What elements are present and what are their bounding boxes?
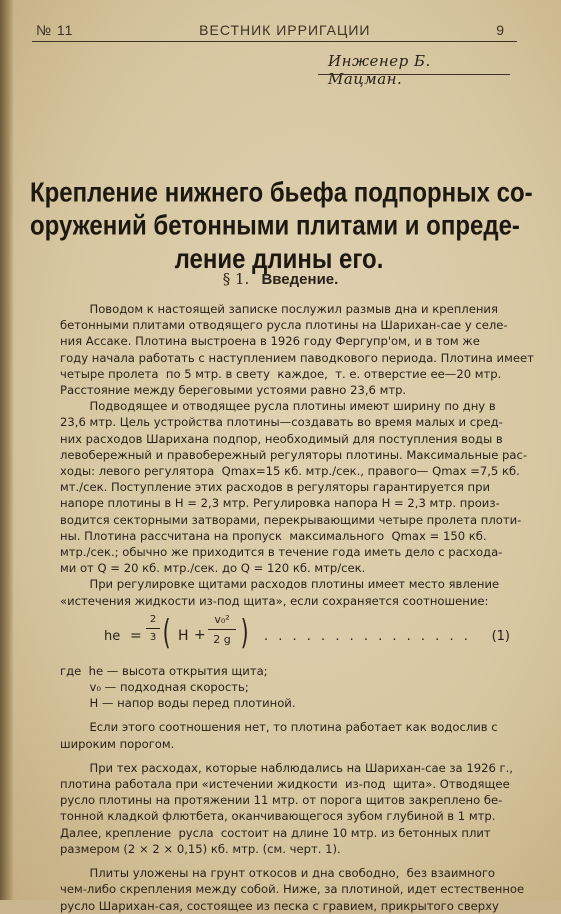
text-line: размером (2 × 2 × 0,15) кб. мтр. (см. черт. 1).	[60, 841, 341, 856]
paragraph	[60, 865, 525, 914]
text-line: русло плотины на протяжении 11 мтр. от порога щитов закреплено бе-	[60, 793, 503, 808]
journal-name: ВЕСТНИК ИРРИГАЦИИ	[199, 22, 371, 38]
text-line: плотина работала при «истечении жидкости из-под щита». Отводящее	[60, 777, 510, 792]
paragraph	[60, 576, 510, 608]
author-underline	[318, 74, 510, 75]
text-line: Поводом к настоящей записке послужил размыв дна и крепления	[60, 302, 498, 316]
spacer	[60, 857, 510, 865]
article-body	[60, 301, 534, 914]
text-line: Плиты уложены на грунт откосов и дна свободно, без взаимного	[60, 866, 495, 881]
spacer	[60, 711, 510, 719]
paragraph	[60, 760, 513, 857]
text-line: При тех расходах, которые наблюдались на Шарихан-сае за 1926 г.,	[60, 760, 513, 775]
text-line: широким порогом.	[60, 736, 175, 751]
formula-leader-dots: . . . . . . . . . . . . . . .	[264, 628, 471, 644]
text-line: тонной кладкой флютбета, оканчивающегося зубом глубиной в 1 мтр.	[60, 809, 496, 824]
text-line: ны. Плотина рассчитана на пропуск максимального Qmax = 150 кб.	[60, 528, 487, 543]
text-line: году начала работать с наступлением паводкового периода. Плотина имеет	[60, 350, 534, 365]
text-line: бетонными плитами отводящего русла плотины на Шарихан-сае у селе-	[60, 318, 508, 333]
section-heading	[0, 270, 561, 288]
paragraph	[60, 719, 510, 751]
text-line: Далее, крепление русла состоит на длине 10 мтр. из бетонных плит	[60, 825, 491, 840]
text-line: водится секторными затворами, перекрывающими четыре пролета плоти-	[60, 512, 522, 527]
fraction-numerator: v₀²	[214, 612, 230, 626]
author-byline: Инженер Б. Мацман.	[328, 52, 431, 88]
text-line: ми от Q = 20 кб. мтр./сек. до Q = 120 кб. мтр/сек.	[60, 561, 366, 576]
text-line: Если этого соотношения нет, то плотина работает как водослив с	[60, 720, 498, 735]
coef-denominator: 3	[149, 631, 157, 643]
formula-coefficient	[146, 613, 160, 644]
text-line: ния Ассаке. Плотина выстроена в 1926 году Фергупр'ом, и в том же	[60, 334, 480, 349]
section-title: Введение.	[261, 271, 339, 288]
paragraph	[60, 398, 528, 576]
text-line: Расстояние между береговыми устоями равно 23,6 мтр.	[60, 383, 407, 398]
spacer	[60, 752, 510, 760]
fraction-denominator: 2 g	[213, 632, 231, 646]
section-number: § 1.	[222, 270, 250, 288]
definition-line: v₀ — подходная скорость;	[60, 680, 249, 695]
formula-head: H	[178, 627, 189, 644]
definition-line: H — напор воды перед плотиной.	[60, 696, 296, 711]
formula-velocity-fraction	[208, 613, 236, 646]
text-line: Подводящее и отводящее русла плотины имеют ширину по дну в	[60, 399, 496, 414]
title-line: Крепление нижнего бьефа подпорных со-	[30, 177, 533, 209]
article-title	[24, 176, 534, 276]
right-paren: )	[240, 612, 249, 653]
text-line: левобережный и правобережный регуляторы плотины. Максимальные рас-	[60, 447, 528, 462]
formula-definitions	[60, 663, 510, 712]
text-line: чем-либо скрепления между собой. Ниже, за плотиной, идет естественное	[60, 882, 525, 897]
formula-lhs: he	[104, 628, 121, 644]
text-line: «истечения жидкости из-под щита», если сохраняется соотношение:	[60, 593, 489, 608]
text-line: русло Шарихан-сая, состоящее из песка с гравием, прикрытого сверху	[60, 898, 499, 913]
formula-plus: +	[194, 626, 206, 643]
book-binding-shadow	[0, 0, 14, 900]
left-paren: (	[162, 612, 171, 653]
fraction-bar	[146, 628, 160, 629]
coef-numerator: 2	[149, 613, 157, 625]
fraction-bar	[208, 629, 236, 630]
formula-equals: =	[130, 627, 142, 644]
formula-number: (1)	[491, 628, 510, 644]
title-line: ление длины его.	[174, 243, 384, 275]
issue-number: № 11	[36, 22, 74, 38]
text-line: мт./сек. Поступление этих расходов в регуляторы гарантируется при	[60, 480, 490, 495]
text-line: четыре пролета по 5 мтр. в свету каждое, т. е. отверстие ее—20 мтр.	[60, 366, 502, 381]
text-line: мтр./сек.; обычно же приходится в течение года иметь дело с расхода-	[60, 545, 503, 560]
header-rule	[32, 41, 517, 42]
running-head	[36, 20, 505, 40]
definition-line: где he — высота открытия щита;	[60, 663, 268, 678]
text-line: них расходов Шарихана подпор, необходимый для поступления воды в	[60, 431, 503, 446]
text-line: 23,6 мтр. Цель устройства плотины—создавать во время малых и сред-	[60, 415, 503, 430]
text-line: напоре плотины в H = 2,3 мтр. Регулировка напора H = 2,3 мтр. произ-	[60, 496, 500, 511]
title-line: оружений бетонными плитами и опреде-	[30, 210, 520, 242]
paragraph	[60, 301, 534, 398]
formula-1	[60, 613, 510, 661]
page-number: 9	[496, 22, 505, 38]
text-line: ходы: левого регулятора Qmax=15 кб. мтр./сек., правого— Qmax =7,5 кб.	[60, 464, 520, 479]
text-line: При регулировке щитами расходов плотины имеет место явление	[60, 577, 500, 592]
